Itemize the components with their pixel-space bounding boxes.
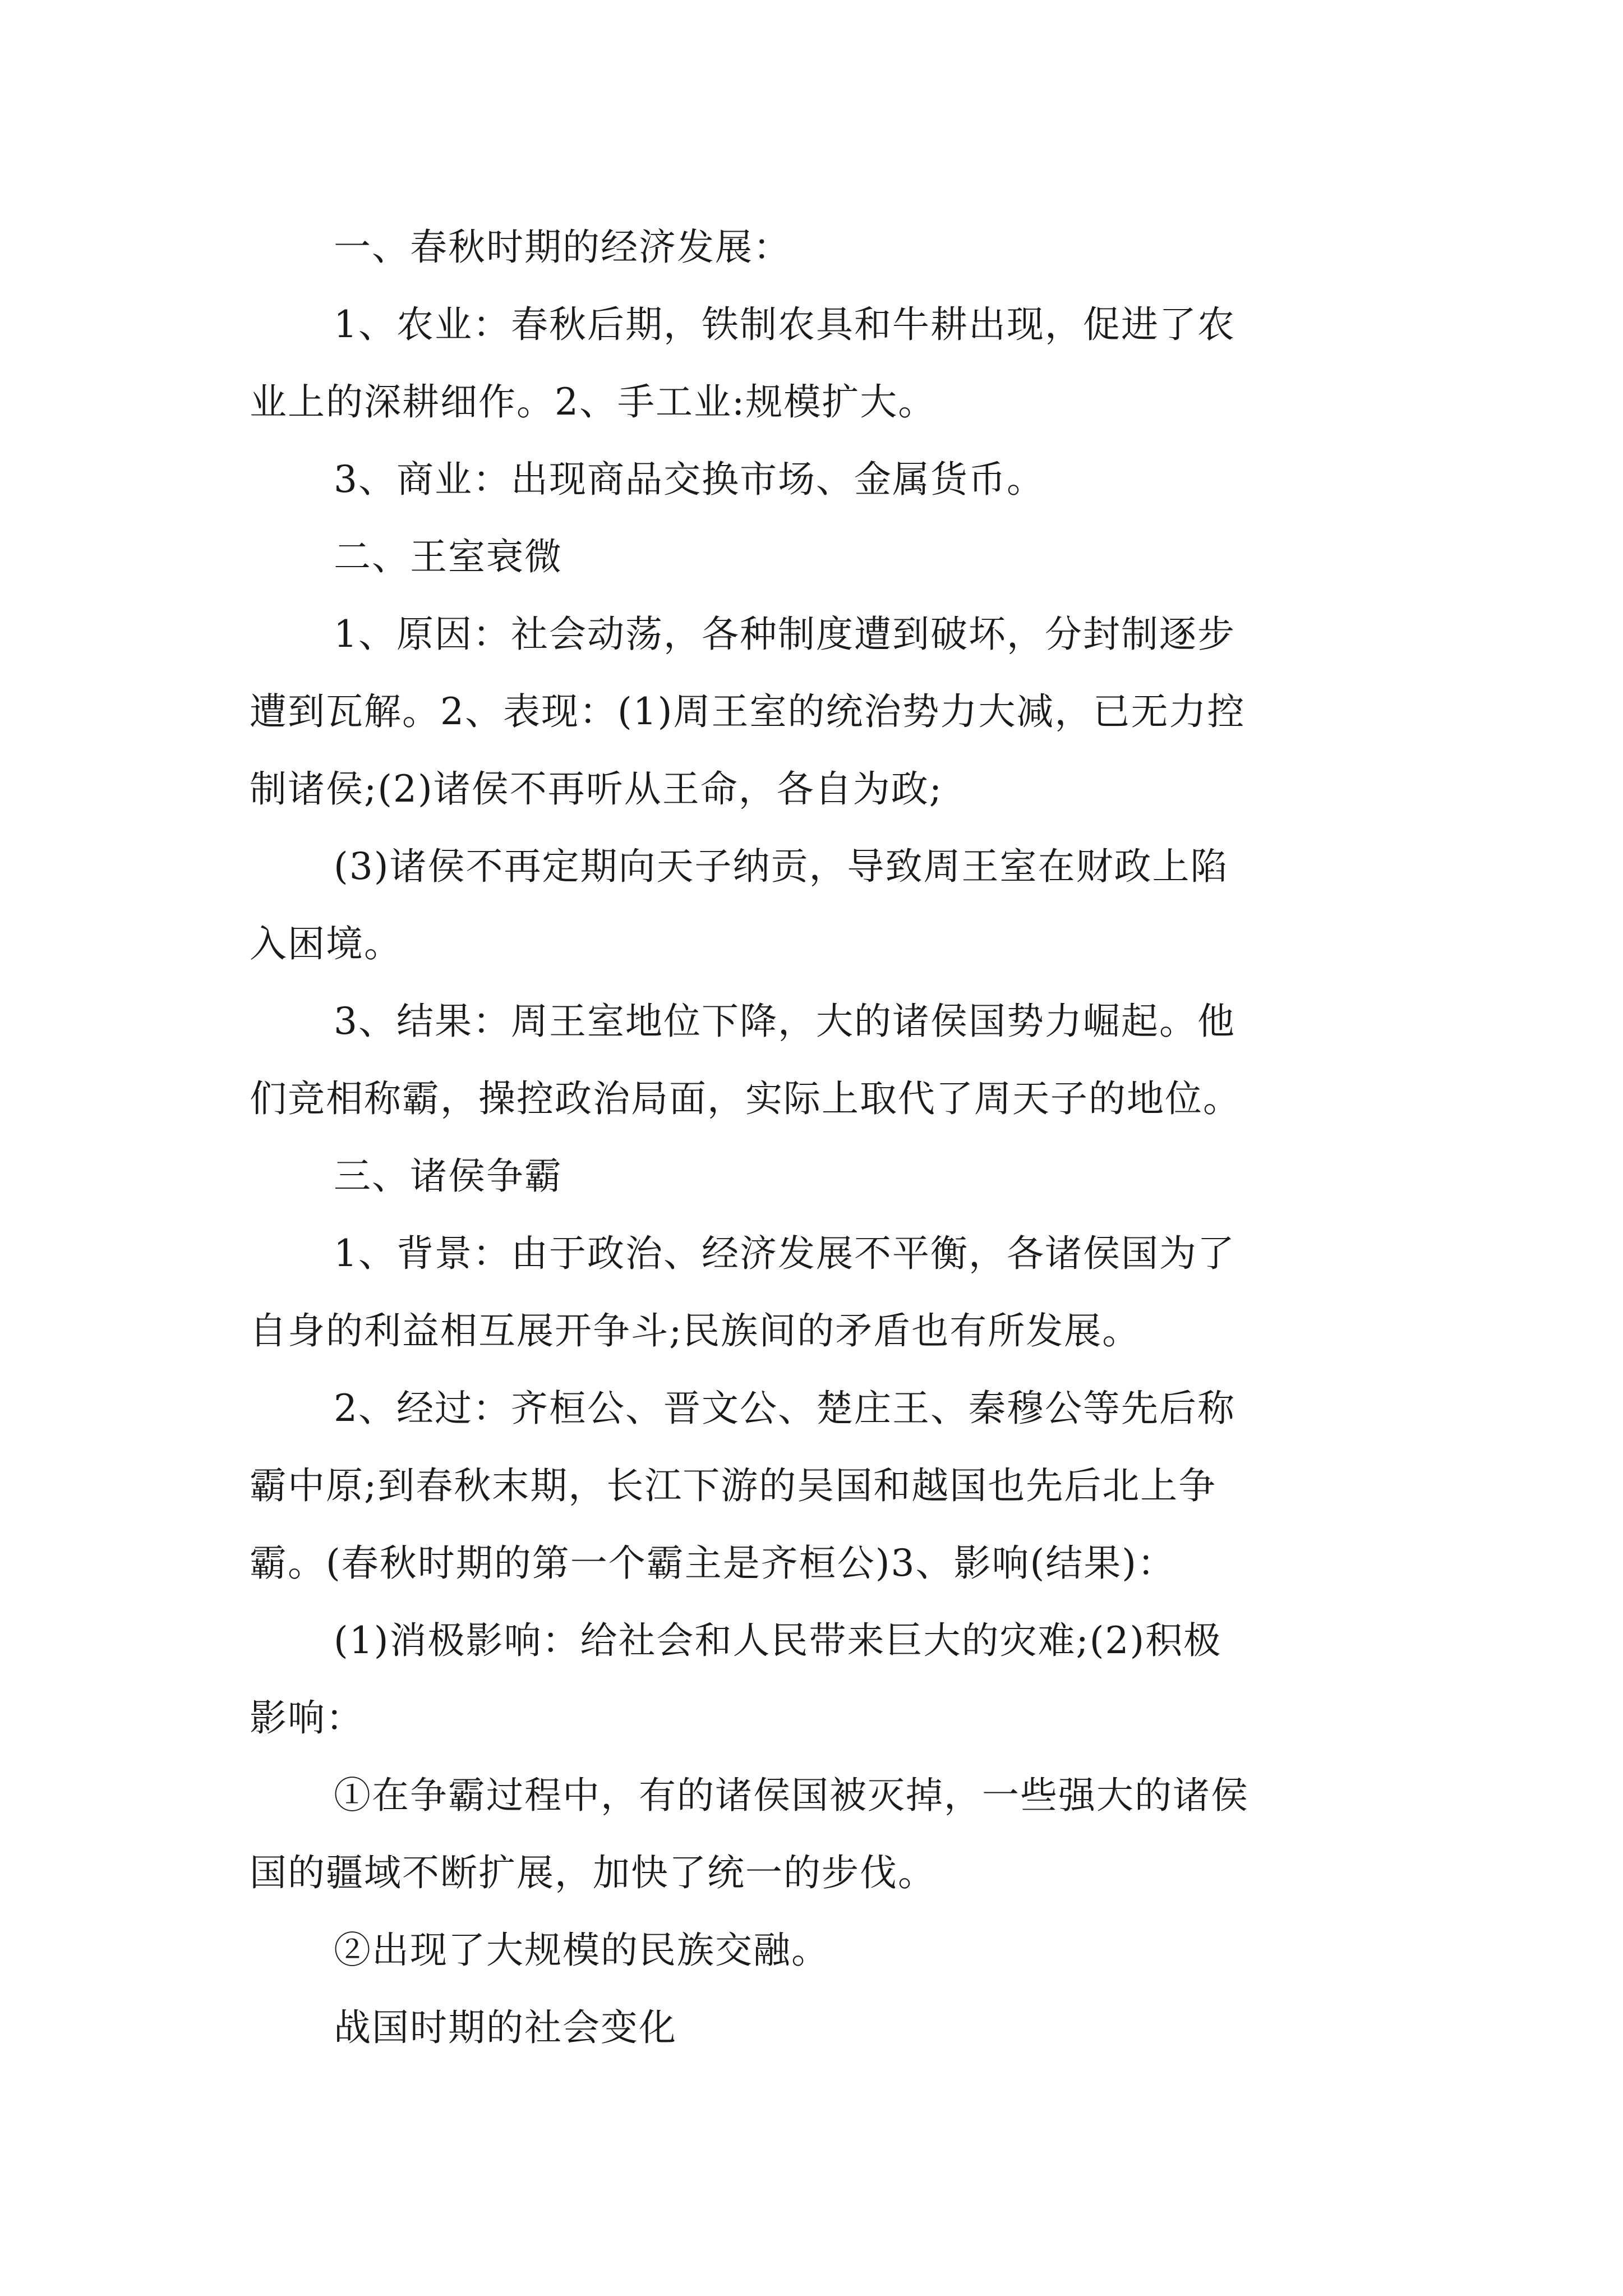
paragraph-line: (3)诸侯不再定期向天子纳贡，导致周王室在财政上陷 (334, 845, 1229, 888)
paragraph-line: 1、农业：春秋后期，铁制农具和牛耕出现，促进了农 (334, 303, 1235, 346)
document-body (250, 209, 1394, 2067)
section-heading-hegemony: 三、诸侯争霸 (334, 1154, 562, 1198)
paragraph-line: 影响： (250, 1696, 364, 1740)
section-heading-royal-decline: 二、王室衰微 (334, 535, 562, 578)
paragraph-line: 3、结果：周王室地位下降，大的诸侯国势力崛起。他 (334, 1000, 1235, 1043)
paragraph-line: 自身的利益相互展开争斗;民族间的矛盾也有所发展。 (250, 1309, 1141, 1352)
paragraph-line: 制诸侯;(2)诸侯不再听从王命，各自为政; (250, 767, 943, 811)
section-heading-economy: 一、春秋时期的经济发展： (334, 226, 791, 269)
paragraph-line: 业上的深耕细作。2、手工业:规模扩大。 (250, 380, 937, 424)
paragraph-line: 霸中原;到春秋末期，长江下游的吴国和越国也先后北上争 (250, 1464, 1217, 1507)
paragraph-line: 3、商业：出现商品交换市场、金属货币。 (334, 458, 1045, 501)
paragraph-line: 1、背景：由于政治、经济发展不平衡，各诸侯国为了 (334, 1232, 1235, 1275)
paragraph-line: 遭到瓦解。2、表现：(1)周王室的统治势力大减，已无力控 (250, 690, 1246, 733)
paragraph-line: ②出现了大规模的民族交融。 (334, 1929, 829, 1972)
paragraph-line: 2、经过：齐桓公、晋文公、楚庄王、秦穆公等先后称 (334, 1387, 1235, 1430)
paragraph-line: 国的疆域不断扩展，加快了统一的步伐。 (250, 1851, 936, 1894)
section-heading-warring-states: 战国时期的社会变化 (334, 2006, 677, 2049)
paragraph-line: ①在争霸过程中，有的诸侯国被灭掉，一些强大的诸侯 (334, 1774, 1249, 1817)
paragraph-line: 1、原因：社会动荡，各种制度遭到破坏，分封制逐步 (334, 613, 1235, 656)
paragraph-line: 入困境。 (250, 922, 402, 965)
paragraph-line: 们竞相称霸，操控政治局面，实际上取代了周天子的地位。 (250, 1077, 1241, 1120)
paragraph-line: 霸。(春秋时期的第一个霸主是齐桓公)3、影响(结果)： (250, 1542, 1175, 1585)
paragraph-line: (1)消极影响：给社会和人民带来巨大的灾难;(2)积极 (334, 1619, 1222, 1662)
